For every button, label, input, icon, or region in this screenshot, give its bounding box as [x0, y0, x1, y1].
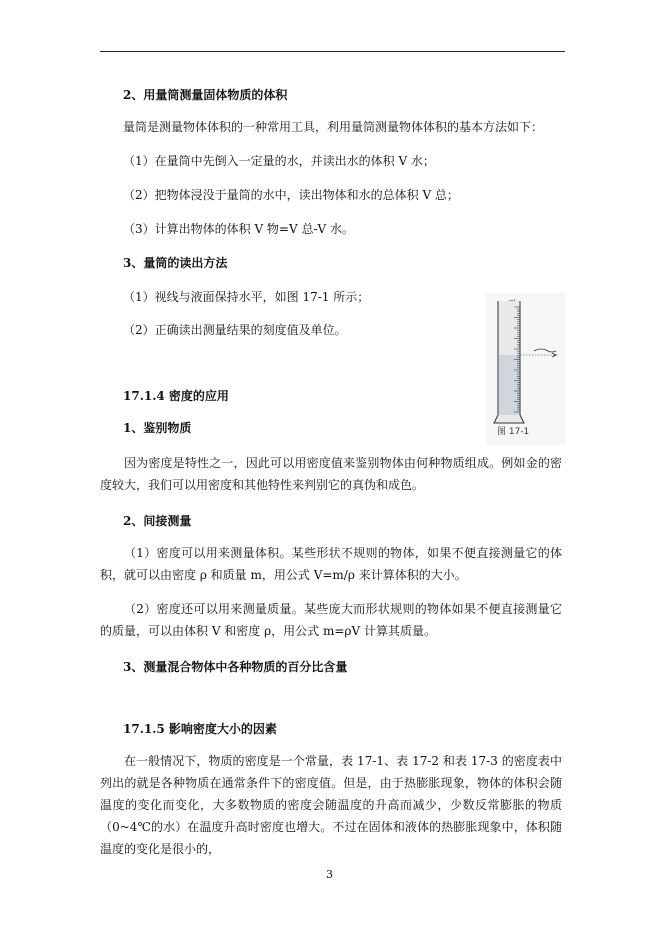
paragraph: 因为密度是特性之一，因此可以用密度值来鉴别物体由何种物质组成。例如金的密度较大，我们可以用密度和其他特性来判别它的真伪和成色。 [100, 456, 562, 492]
paragraph: （1）密度可以用来测量体积。某些形状不规则的物体，如果不便直接测量它的体积，就可以由密度 ρ 和质量 m，用公式 V=m/ρ 来计算体积的大小。 [100, 546, 562, 582]
page-number: 3 [326, 868, 333, 881]
subsection-heading: 3、测量混合物体中各种物质的百分比含量 [123, 660, 348, 674]
section-heading: 17.1.5 影响密度大小的因素 [123, 722, 277, 736]
paragraph: 量筒是测量物体体积的一种常用工具，利用量筒测量物体体积的基本方法如下： [123, 120, 544, 134]
section-heading: 3、量筒的读出方法 [123, 256, 228, 270]
list-item: （3）计算出物体的体积 V 物=V 总-V 水。 [123, 222, 355, 236]
paragraph: （2）密度还可以用来测量质量。某些庞大而形状规则的物体如果不便直接测量它的质量，可以由体积 V 和密度 ρ，用公式 m=ρV 计算其质量。 [100, 602, 562, 638]
section-heading: 2、用量筒测量固体物质的体积 [123, 88, 288, 102]
header-rule [100, 51, 565, 52]
list-item: （2）正确读出测量结果的刻度值及单位。 [123, 323, 347, 337]
section-heading: 17.1.4 密度的应用 [123, 389, 229, 403]
graduated-cylinder-figure [486, 293, 566, 445]
subsection-heading: 2、间接测量 [123, 514, 192, 528]
figure-caption: 图 17-1 [497, 427, 530, 437]
paragraph: 在一般情况下，物质的密度是一个常量，表 17-1、表 17-2 和表 17-3 的密度表中列出的就是各种物质在通常条件下的密度值。但是，由于热膨胀现象，物体的体积会随温度的变化而变化，大多数物质的密度会随温度的升高而减少，少数反常膨胀的物质（0~4℃的水）在温度升高时密度也增大。不过在固体和液体的热膨胀现象中，体积随温度的变化是很小的， [100, 754, 562, 856]
subsection-heading: 1、鉴别物质 [123, 421, 192, 435]
list-item: （1）在量筒中先倒入一定量的水，并读出水的体积 V 水； [123, 154, 435, 168]
list-item: （1）视线与液面保持水平，如图 17-1 所示； [123, 290, 370, 304]
list-item: （2）把物体浸没于量筒的水中，读出物体和水的总体积 V 总； [123, 188, 459, 202]
